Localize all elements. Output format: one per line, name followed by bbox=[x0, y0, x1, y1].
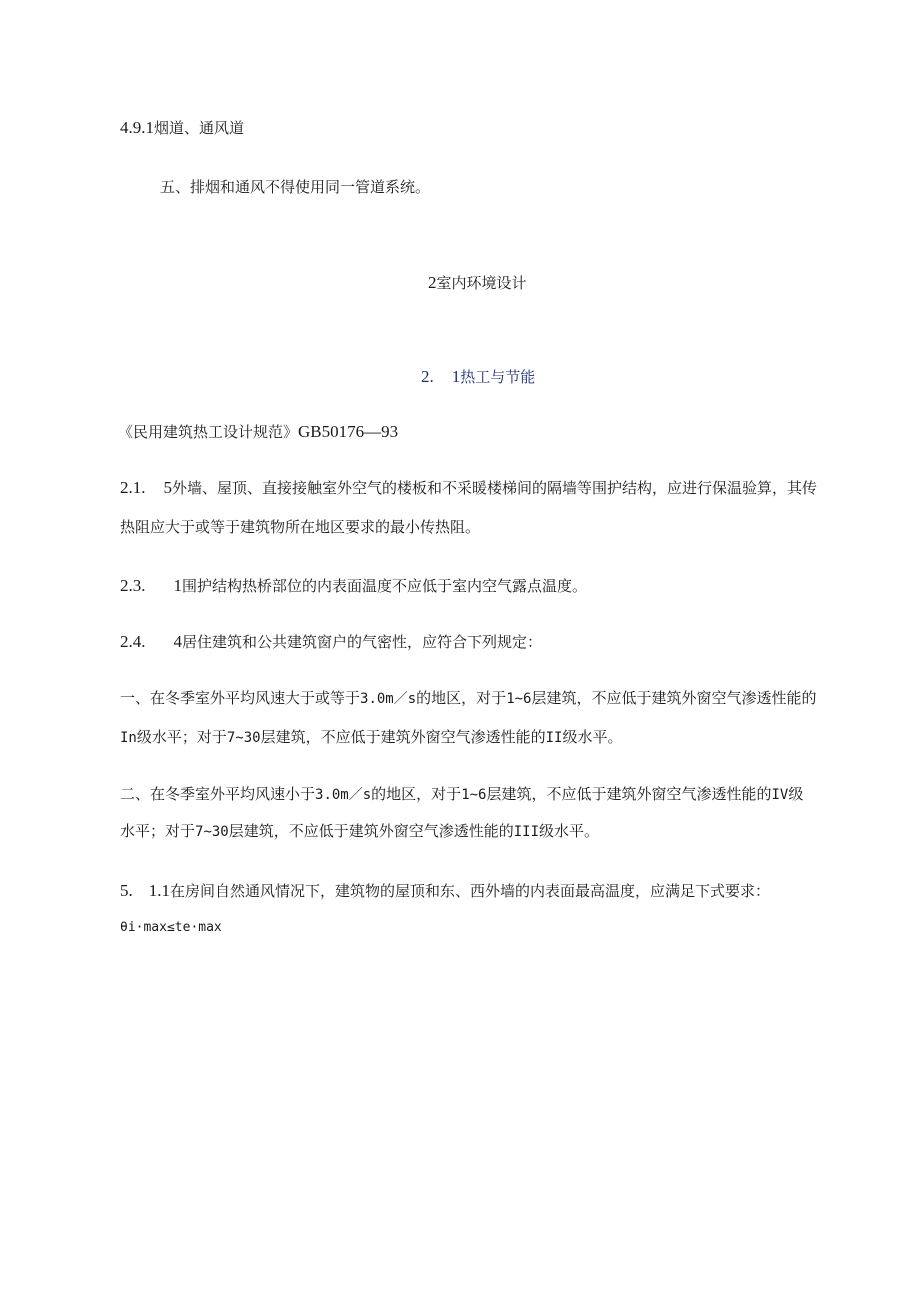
clause-number: 2.3. bbox=[120, 576, 146, 595]
item-one-line2 bbox=[120, 727, 622, 748]
text-segment: 层建筑，不应低于建筑外窗空气渗透性能的 bbox=[531, 689, 817, 707]
grade-value: In bbox=[120, 730, 137, 746]
text-segment: 级 bbox=[788, 785, 804, 803]
item-one-line1 bbox=[120, 688, 817, 709]
formula: θi·max≤te·max bbox=[120, 920, 222, 935]
clause-number-2: 1.1 bbox=[148, 881, 170, 900]
section-heading-2-1 bbox=[421, 367, 535, 387]
clause-2-4-4 bbox=[120, 632, 542, 652]
clause-number: 5. bbox=[120, 881, 133, 900]
chapter-text: 室内环境设计 bbox=[436, 274, 527, 292]
wind-speed-value: 3.0m／s bbox=[360, 691, 417, 707]
text-segment: 二、在冬季室外平均风速小于 bbox=[120, 785, 316, 803]
text-segment: 一、在冬季室外平均风速大于或等于 bbox=[120, 689, 361, 707]
clause-text: 围护结构热桥部位的内表面温度不应低于室内空气露点温度。 bbox=[182, 577, 588, 595]
text-segment: 级水平；对于 bbox=[136, 728, 227, 746]
clause-text: 居住建筑和公共建筑窗户的气密性，应符合下列规定： bbox=[182, 633, 543, 651]
text-segment: 层建筑，不应低于建筑外窗空气渗透性能的 bbox=[486, 785, 772, 803]
grade-value: II bbox=[545, 730, 563, 746]
item-two-line1 bbox=[120, 784, 803, 805]
text-segment: 水平；对于 bbox=[120, 822, 196, 840]
standard-code: GB50176—93 bbox=[298, 422, 399, 441]
chapter-title bbox=[428, 273, 527, 293]
clause-text: 外墙、屋顶、直接接触室外空气的楼板和不采暖楼梯间的隔墙等围护结构，应进行保温验算，其传 bbox=[172, 479, 818, 497]
section-heading-4-9-1 bbox=[120, 118, 244, 138]
grade-value: III bbox=[513, 824, 540, 840]
chapter-number: 2 bbox=[428, 273, 437, 292]
floor-range: 7~30 bbox=[195, 824, 229, 840]
floor-range: 1~6 bbox=[461, 787, 487, 803]
clause-2-1-5-line1 bbox=[120, 478, 817, 498]
section-number: 4.9.1 bbox=[120, 118, 154, 137]
standard-title: 《民用建筑热工设计规范》 bbox=[118, 423, 299, 441]
text-segment: 级水平。 bbox=[539, 822, 600, 840]
clause-number-2: 1 bbox=[173, 576, 182, 595]
grade-value: IV bbox=[771, 787, 789, 803]
wind-speed-value: 3.0m／s bbox=[315, 787, 372, 803]
section-number-2: 1 bbox=[451, 367, 461, 386]
text-segment: 的地区，对于 bbox=[371, 785, 462, 803]
clause-number-2: 5 bbox=[163, 478, 172, 497]
clause-2-3-1 bbox=[120, 576, 587, 596]
clause-5-1-1 bbox=[120, 881, 770, 901]
floor-range: 1~6 bbox=[506, 691, 532, 707]
clause-number-2: 4 bbox=[173, 632, 182, 651]
clause-text: 在房间自然通风情况下，建筑物的屋顶和东、西外墙的内表面最高温度，应满足下式要求： bbox=[170, 882, 771, 900]
clause-number: 2.4. bbox=[120, 632, 146, 651]
section-title: 烟道、通风道 bbox=[154, 119, 245, 137]
text-segment: 级水平。 bbox=[562, 728, 623, 746]
text-segment: 层建筑，不应低于建筑外窗空气渗透性能的 bbox=[228, 822, 514, 840]
text-segment: 的地区，对于 bbox=[416, 689, 507, 707]
floor-range: 7~30 bbox=[226, 730, 261, 746]
clause-number: 2.1. bbox=[120, 478, 146, 497]
standard-reference bbox=[118, 422, 398, 442]
clause-2-1-5-line2: 热阻应大于或等于建筑物所在地区要求的最小传热阻。 bbox=[120, 518, 481, 536]
text-segment: 层建筑，不应低于建筑外窗空气渗透性能的 bbox=[260, 728, 546, 746]
section-title: 热工与节能 bbox=[460, 368, 536, 386]
item-five: 五、排烟和通风不得使用同一管道系统。 bbox=[160, 178, 431, 196]
section-number: 2. bbox=[421, 367, 434, 386]
item-two-line2 bbox=[120, 821, 599, 842]
